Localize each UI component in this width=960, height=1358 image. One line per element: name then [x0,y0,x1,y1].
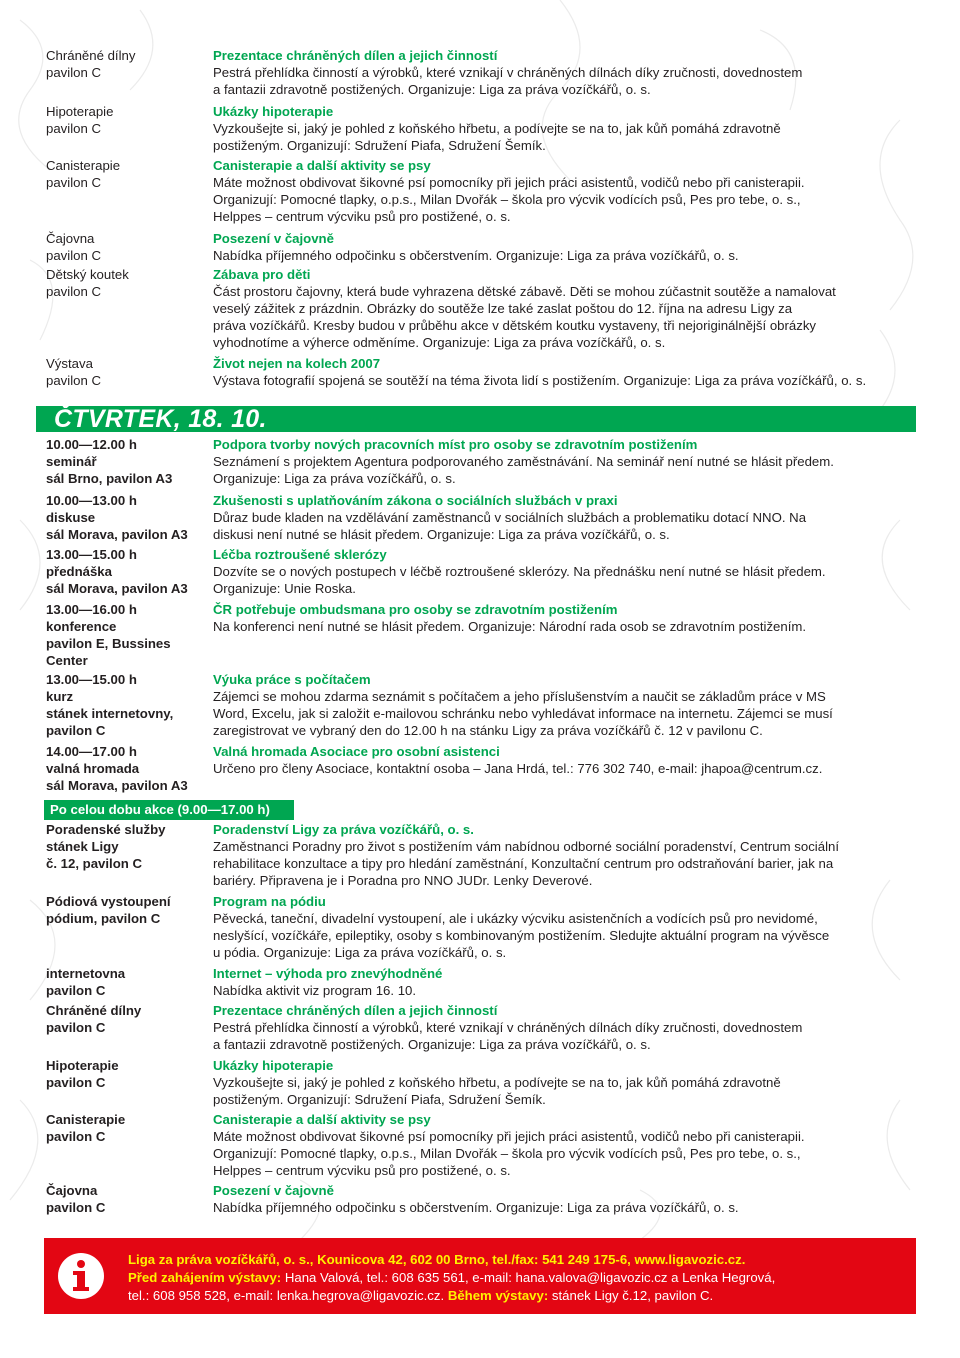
item-label-line: pavilon C [46,175,101,190]
item-text-line: diskusi není nutné se hlásit předem. Organizuje: Liga za práva vozíčkářů, o. s. [213,527,670,542]
item-label [46,492,211,543]
item-label-line: pavilon C [46,983,106,998]
item-text-line: Seznámení s projektem Agentura podporovaného zaměstnávání. Na seminář není nutné se hlásit předem. [213,454,834,469]
item-text-line: Zájemci se mohou zdarma seznámit s počítačem a jeho příslušenstvím a naučit se základům práce v MS [213,689,826,704]
item-text-line: vyhodnotíme a výherce odměníme. Organizuje: Liga za práva vozíčkářů, o. s. [213,335,666,350]
item-label-line: kurz [46,689,74,704]
item-text-line: Organizuje: Liga za práva vozíčkářů, o. s. [213,471,456,486]
item-description [213,965,923,999]
footer-during-text: stánek Ligy č.12, pavilon C. [548,1288,714,1303]
item-title: Ukázky hipoterapie [213,1058,334,1073]
item-title: Zábava pro děti [213,267,311,282]
item-description [213,546,923,597]
item-text-line: Nabídka příjemného odpočinku s občerstvením. Organizuje: Liga za práva vozíčkářů, o. s. [213,248,739,263]
item-text-line: a fantazii zdravotně postižených. Organizuje: Liga za práva vozíčkářů, o. s. [213,82,651,97]
item-text-line: Helppes – centrum výcviku psů pro postižené, o. s. [213,209,511,224]
item-label-line: pavilon C [46,248,101,263]
item-title: Ukázky hipoterapie [213,104,334,119]
item-description [213,671,923,739]
item-label-line: pavilon C [46,284,101,299]
item-title: Léčba roztroušené sklerózy [213,547,387,562]
item-label-line: č. 12, pavilon C [46,856,143,871]
item-label-line: pavilon C [46,723,106,738]
item-title: Program na pódiu [213,894,326,909]
item-title: Prezentace chráněných dílen a jejich činností [213,48,498,63]
all-day-label: Po celou dobu akce (9.00—17.00 h) [44,800,294,820]
item-label [46,266,211,300]
item-description [213,1182,923,1216]
item-description [213,601,923,635]
item-text-line: Helppes – centrum výcviku psů pro postižené, o. s. [213,1163,511,1178]
item-description [213,1057,923,1108]
item-label-line: Pódiová vystoupení [46,894,171,909]
item-label [46,436,211,487]
item-text-line: Vyzkoušejte si, jaký je pohled z koňského hřbetu, a podívejte se na to, jak kůň pomáhá zdravotně [213,1075,781,1090]
item-label-line: sál Morava, pavilon A3 [46,527,188,542]
item-text-line: Nabídka příjemného odpočinku s občerstvením. Organizuje: Liga za práva vozíčkářů, o. s. [213,1200,739,1215]
item-title: ČR potřebuje ombudsmana pro osoby se zdravotním postižením [213,602,618,617]
item-text-line: Zaměstnanci Poradny pro život s postižením vám nabídnou odborné sociální poradenství, Centrum sociální [213,839,840,854]
item-label-line: Chráněné dílny [46,1003,142,1018]
item-description [213,266,923,351]
item-description [213,230,923,264]
item-label-line: pódium, pavilon C [46,911,161,926]
footer-line-1: Liga za práva vozíčkářů, o. s., Kounicova 42, 602 00 Brno, tel./fax: 541 249 175-6, www.ligavozic.cz. [128,1252,746,1267]
item-text-line: Výstava fotografií spojená se soutěží na téma života lidí s postižením. Organizuje: Liga za práva vozíčkářů, o. s. [213,373,867,388]
item-description [213,492,923,543]
item-text-line: postiženým. Organizují: Sdružení Piafa, Sdružení Šemík. [213,138,546,153]
item-title: Zkušenosti s uplatňováním zákona o sociálních službách v praxi [213,493,618,508]
item-text-line: a fantazii zdravotně postižených. Organizuje: Liga za práva vozíčkářů, o. s. [213,1037,651,1052]
item-description [213,47,923,98]
item-label [46,230,211,264]
item-label-line: 13.00—15.00 h [46,672,137,687]
item-label-line: Chráněné dílny [46,48,136,63]
item-label-line: pavilon C [46,65,101,80]
item-text-line: Na konferenci není nutné se hlásit předem. Organizuje: Národní rada osob se zdravotním postižením. [213,619,807,634]
item-text-line: bariéry. Připravena je i Poradna pro NNO JUDr. Lenky Deverové. [213,873,593,888]
item-label-line: Center [46,653,88,668]
item-label-line: Canisterapie [46,1112,126,1127]
item-title: Poradenství Ligy za práva vozíčkářů, o. s. [213,822,474,837]
item-text-line: postiženým. Organizují: Sdružení Piafa, Sdružení Šemík. [213,1092,546,1107]
item-text-line: Máte možnost obdivovat šikovné psí pomocníky při jejich práci asistentů, vodičů nebo při canisterapii. [213,175,805,190]
item-description [213,1111,923,1179]
item-title: Internet – výhoda pro znevýhodněné [213,966,443,981]
item-label-line: 13.00—15.00 h [46,547,137,562]
item-label-line: pavilon C [46,121,101,136]
item-text-line: neslyšící, vozíčkáře, epileptiky, osoby s kombinovaným postižením. Sledujte aktuální program na vývěsce [213,928,830,943]
item-label [46,546,211,597]
item-label-line: přednáška [46,564,112,579]
item-label-line: sál Morava, pavilon A3 [46,581,188,596]
item-label [46,157,211,191]
item-label-line: pavilon E, Bussines [46,636,171,651]
item-description [213,743,923,777]
item-description [213,103,923,154]
item-label-line: 14.00—17.00 h [46,744,137,759]
item-label-line: pavilon C [46,1129,106,1144]
item-label-line: Čajovna [46,1183,98,1198]
item-text-line: u pódia. Organizuje: Liga za práva vozíčkářů, o. s. [213,945,507,960]
item-text-line: Pěvecká, taneční, divadelní vystoupení, ale i ukázky výcviku asistenčních a vodících psů pro nevidomé, [213,911,818,926]
footer-line-2 [128,1269,908,1287]
item-label-line: sál Morava, pavilon A3 [46,778,188,793]
item-title: Posezení v čajovně [213,231,334,246]
item-label [46,601,211,669]
item-label [46,893,211,927]
day-title: ČTVRTEK, 18. 10. [54,405,267,433]
item-label-line: Hipoterapie [46,1058,119,1073]
item-label-line: stánek Ligy [46,839,119,854]
item-text-line: Pestrá přehlídka činností a výrobků, které vznikají v chráněných dílnách díky zručnosti, dovednostem [213,65,803,80]
footer-before-label: Před zahájením výstavy: [128,1270,282,1285]
item-text-line: rehabilitace konzultace a tipy pro hledání zaměstnání, Konzultační centrum pro odstraňování barier, jak na [213,856,834,871]
item-label-line: Canisterapie [46,158,121,173]
item-label-line: sál Brno, pavilon A3 [46,471,173,486]
item-label [46,821,211,872]
item-title: Valná hromada Asociace pro osobní asistenci [213,744,500,759]
item-label [46,1182,211,1216]
item-text-line: Organizují: Pomocné tlapky, o.p.s., Milan Dvořák – škola pro výcvik vodících psů, Pes pro tebe, o. s., [213,1146,801,1161]
item-label-line: internetovna [46,966,126,981]
item-description [213,821,923,889]
item-text-line: Část prostoru čajovny, která bude vyhrazena dětské zábavě. Děti se mohou zúčastnit soutěže a namalovat [213,284,836,299]
item-label-line: Dětský koutek [46,267,129,282]
item-text-line: Organizuje: Unie Roska. [213,581,356,596]
item-title: Výuka práce s počítačem [213,672,371,687]
item-label-line: 10.00—13.00 h [46,493,137,508]
item-label-line: seminář [46,454,97,469]
item-description [213,893,923,961]
item-description [213,436,923,487]
item-text-line: veselý zážitek z prázdnin. Obrázky do soutěže lze také zaslat poštou do 12. října na adresu Ligy za [213,301,793,316]
item-label-line: valná hromada [46,761,140,776]
footer-contact-tel: tel.: 608 958 528, e-mail: lenka.hegrova@ligavozic.cz. [128,1288,448,1303]
item-text-line: Vyzkoušejte si, jaký je pohled z koňského hřbetu, a podívejte se na to, jak kůň pomáhá zdravotně [213,121,781,136]
item-text-line: práva vozíčkářů. Kresby budou v průběhu akce v dětském koutku vystaveny, tři nejoriginálnější obrázky [213,318,817,333]
item-text-line: Dozvíte se o nových postupech v léčbě roztroušené sklerózy. Na přednášku není nutné se hlásit předem. [213,564,826,579]
item-label [46,103,211,137]
item-label-line: Poradenské služby [46,822,166,837]
item-text-line: Nabídka aktivit viz program 16. 10. [213,983,417,998]
item-label-line: stánek internetovny, [46,706,174,721]
item-title: Prezentace chráněných dílen a jejich činností [213,1003,498,1018]
item-label [46,1057,211,1091]
contact-footer [44,1238,916,1314]
item-description [213,1002,923,1053]
item-label-line: diskuse [46,510,96,525]
item-label-line: 13.00—16.00 h [46,602,137,617]
item-text-line: zaregistrovat ve vybraný den do 12.00 h na stánku Ligy za práva vozíčkářů č. 12 v pavilonu C. [213,723,763,738]
item-text-line: Word, Excelu, jak si založit e-mailovou schránku nebo vyhledávat informace na internetu. Zájemci se musí [213,706,833,721]
item-label-line: pavilon C [46,1075,106,1090]
item-label [46,1002,211,1036]
item-label [46,47,211,81]
item-label-line: Hipoterapie [46,104,114,119]
item-title: Život nejen na kolech 2007 [213,356,381,371]
footer-during-label: Během výstavy: [447,1288,549,1303]
item-text-line: Máte možnost obdivovat šikovné psí pomocníky při jejich práci asistentů, vodičů nebo při canisterapii. [213,1129,805,1144]
item-label-line: pavilon C [46,1020,106,1035]
item-label-line: pavilon C [46,1200,106,1215]
item-label [46,355,211,389]
item-label [46,671,211,739]
item-title: Canisterapie a další aktivity se psy [213,1112,431,1127]
item-text-line: Pestrá přehlídka činností a výrobků, které vznikají v chráněných dílnách díky zručnosti, dovednostem [213,1020,803,1035]
item-title: Podpora tvorby nových pracovních míst pro osoby se zdravotním postižením [213,437,698,452]
item-title: Canisterapie a další aktivity se psy [213,158,431,173]
item-text-line: Organizují: Pomocné tlapky, o.p.s., Milan Dvořák – škola pro výcvik vodících psů, Pes pro tebe, o. s., [213,192,801,207]
item-text-line: Určeno pro členy Asociace, kontaktní osoba – Jana Hrdá, tel.: 776 302 740, e-mail: jhapoa@centrum.cz. [213,761,823,776]
item-description [213,157,923,225]
item-label [46,743,211,794]
info-icon [58,1253,104,1299]
item-label-line: konference [46,619,117,634]
item-label-line: 10.00—12.00 h [46,437,137,452]
item-description [213,355,923,389]
item-title: Posezení v čajovně [213,1183,334,1198]
item-label-line: Výstava [46,356,93,371]
item-label [46,1111,211,1145]
item-label-line: pavilon C [46,373,101,388]
footer-before-text: Hana Valová, tel.: 608 635 561, e-mail: hana.valova@ligavozic.cz a Lenka Hegrová, [281,1270,776,1285]
item-label-line: Čajovna [46,231,95,246]
item-text-line: Důraz bude kladen na vzdělávání zaměstnanců v sociálních službách a problematiku dotací NNO. Na [213,510,807,525]
footer-contact-text [128,1251,908,1305]
item-label [46,965,211,999]
footer-line-3 [128,1287,908,1305]
